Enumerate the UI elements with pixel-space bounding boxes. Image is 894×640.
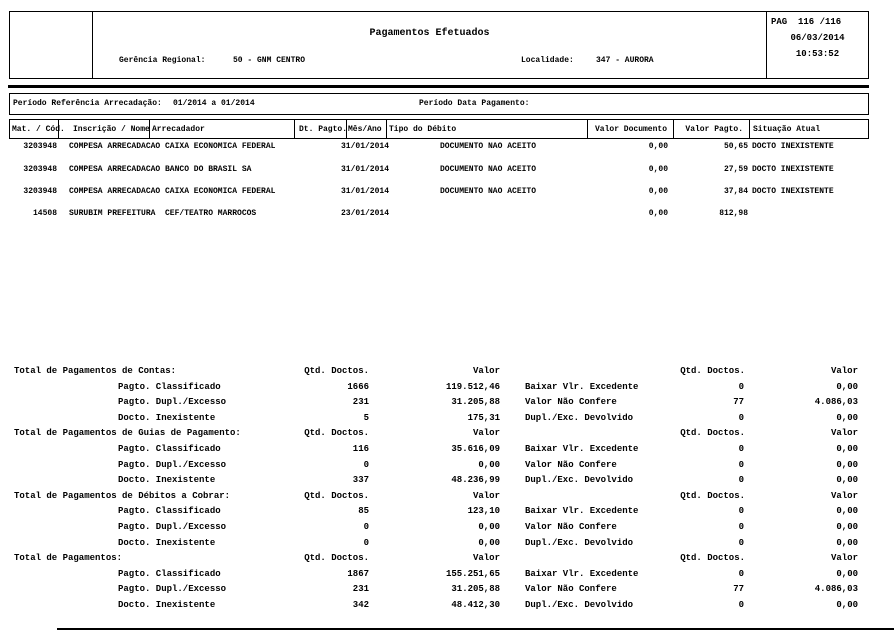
totals-right-row-valor: 4.086,03 (814, 584, 858, 595)
totals-right-row-valor: 0,00 (836, 537, 858, 548)
totals-right-row-valor: 0,00 (836, 381, 858, 392)
cell-mat-cod: 3203948 (23, 165, 57, 174)
cell-arrecadador: CAIXA ECONOMICA FEDERAL (165, 142, 276, 151)
totals-right-row-valor: 0,00 (836, 444, 858, 454)
totals-right-row-qtd: 0 (738, 412, 744, 423)
totals-right-row-valor: 0,00 (836, 600, 858, 610)
totals-row-valor: 123,10 (467, 506, 500, 517)
totals-line (0, 413, 894, 429)
totals-right-row-valor: 0,00 (836, 412, 858, 423)
totals-row-qtd: 231 (352, 397, 369, 408)
totals-row-label: Docto. Inexistente (118, 412, 216, 423)
totals-row-qtd: 1867 (347, 568, 369, 579)
table-row (0, 165, 894, 177)
valor-header-right: Valor (830, 428, 858, 439)
totals-right-row-qtd: 0 (738, 537, 744, 548)
table-row (0, 142, 894, 154)
col-header-arrecadador: Arrecadador (152, 125, 205, 134)
totals-row-valor: 155.251,65 (445, 568, 500, 579)
cell-dt-pagto: 23/01/2014 (341, 209, 390, 218)
totals-line (0, 444, 894, 460)
column-divider (294, 120, 295, 138)
cell-valor-pagto: 50,65 (723, 142, 748, 151)
totals-right-row-qtd: 0 (738, 459, 744, 470)
totals-row-valor: 31.205,88 (451, 397, 500, 408)
totals-right-row-qtd: 0 (738, 381, 744, 392)
totals-row-qtd: 1666 (347, 381, 369, 392)
totals-right-row-qtd: 0 (738, 600, 744, 610)
header-rule (8, 85, 869, 88)
column-divider (673, 120, 674, 138)
cell-valor-documento: 0,00 (648, 187, 668, 196)
report-title: Pagamentos Efetuados (369, 28, 490, 39)
gerencia-label: Gerência Regional: (119, 56, 206, 65)
page-info-box (766, 11, 869, 79)
cell-valor-pagto: 812,98 (719, 209, 748, 218)
valor-header-left: Valor (472, 366, 500, 376)
cell-inscricao-nome: SURUBIM PREFEITURA (69, 209, 156, 218)
totals-right-row-valor: 0,00 (836, 475, 858, 486)
totals-row-qtd: 0 (363, 537, 369, 548)
totals-section-title: Total de Pagamentos de Guias de Pagamento: (14, 428, 241, 439)
cell-valor-pagto: 27,59 (723, 165, 748, 174)
col-header-situacao-atual: Situação Atual (753, 125, 821, 134)
totals-right-row-label: Valor Não Confere (525, 584, 617, 595)
totals-line (0, 553, 894, 569)
cell-inscricao-nome: COMPESA ARRECADACAO (69, 142, 161, 151)
col-header-inscricao-nome: Inscrição / Nome (73, 125, 150, 134)
qtd-doctos-header-right: Qtd. Doctos. (680, 428, 745, 439)
totals-row-label: Docto. Inexistente (118, 600, 216, 610)
totals-row-qtd: 231 (352, 584, 369, 595)
totals-right-row-qtd: 77 (733, 584, 744, 595)
totals-row-qtd: 0 (363, 459, 369, 470)
totals-row-qtd: 5 (363, 412, 369, 423)
totals-row-label: Docto. Inexistente (118, 537, 216, 548)
totals-section-title: Total de Pagamentos de Contas: (14, 366, 177, 376)
qtd-doctos-header-left: Qtd. Doctos. (304, 553, 369, 564)
col-header-mat-cod: Mat. / Cód. (12, 125, 65, 134)
totals-row-label: Pagto. Classificado (118, 568, 221, 579)
periodo-referencia-label: Período Referência Arrecadação: (13, 99, 162, 108)
totals-line (0, 506, 894, 522)
column-divider (749, 120, 750, 138)
cell-tipo-debito: DOCUMENTO NAO ACEITO (440, 187, 537, 196)
totals-line (0, 475, 894, 491)
cell-situacao-atual: DOCTO INEXISTENTE (752, 165, 834, 174)
periodo-referencia-value: 01/2014 a 01/2014 (173, 99, 255, 108)
cell-dt-pagto: 31/01/2014 (341, 142, 390, 151)
cell-inscricao-nome: COMPESA ARRECADACAO (69, 165, 161, 174)
payments-table-body (0, 138, 894, 233)
cell-inscricao-nome: COMPESA ARRECADACAO (69, 187, 161, 196)
totals-row-valor: 175,31 (467, 412, 500, 423)
localidade-label: Localidade: (521, 56, 574, 65)
totals-row-valor: 48.412,30 (451, 600, 500, 610)
totals-section-title: Total de Pagamentos: (14, 553, 123, 564)
cell-tipo-debito: DOCUMENTO NAO ACEITO (440, 165, 537, 174)
totals-row-valor: 119.512,46 (445, 381, 500, 392)
totals-line (0, 366, 894, 382)
cell-mat-cod: 3203948 (23, 142, 57, 151)
totals-line (0, 382, 894, 398)
totals-right-row-label: Dupl./Exc. Devolvido (525, 600, 634, 610)
totals-row-valor: 0,00 (478, 522, 500, 532)
totals-row-qtd: 337 (352, 475, 369, 486)
bottom-rule (57, 628, 894, 630)
totals-row-valor: 0,00 (478, 459, 500, 470)
valor-header-right: Valor (830, 366, 858, 376)
totals-line (0, 522, 894, 538)
totals-row-qtd: 116 (352, 444, 369, 454)
cell-dt-pagto: 31/01/2014 (341, 165, 390, 174)
totals-right-row-label: Valor Não Confere (525, 522, 617, 532)
table-row (0, 187, 894, 199)
totals-right-row-label: Dupl./Exc. Devolvido (525, 475, 634, 486)
cell-situacao-atual: DOCTO INEXISTENTE (752, 142, 834, 151)
cell-mat-cod: 14508 (32, 209, 57, 218)
totals-right-row-label: Valor Não Confere (525, 397, 617, 408)
cell-arrecadador: BANCO DO BRASIL SA (165, 165, 252, 174)
totals-line (0, 600, 894, 616)
cell-valor-documento: 0,00 (648, 209, 668, 218)
cell-mat-cod: 3203948 (23, 187, 57, 196)
col-header-mes-ano: Mês/Ano (348, 125, 382, 134)
totals-row-label: Docto. Inexistente (118, 475, 216, 486)
totals-right-row-qtd: 0 (738, 568, 744, 579)
totals-row-label: Pagto. Dupl./Excesso (118, 522, 227, 532)
gerencia-value: 50 - GNM CENTRO (233, 56, 306, 65)
totals-line (0, 569, 894, 585)
totals-row-valor: 0,00 (478, 537, 500, 548)
cell-dt-pagto: 31/01/2014 (341, 187, 390, 196)
report-date: 06/03/2014 (790, 33, 845, 43)
totals-right-row-label: Baixar Vlr. Excedente (525, 444, 639, 454)
cell-valor-pagto: 37,84 (723, 187, 748, 196)
totals-right-row-valor: 0,00 (836, 568, 858, 579)
cell-tipo-debito: DOCUMENTO NAO ACEITO (440, 142, 537, 151)
totals-right-row-valor: 0,00 (836, 522, 858, 532)
col-header-dt-pagto: Dt. Pagto. (299, 125, 348, 134)
totals-right-row-valor: 0,00 (836, 506, 858, 517)
totals-row-valor: 31.205,88 (451, 584, 500, 595)
totals-right-row-qtd: 0 (738, 444, 744, 454)
col-header-tipo-debito: Tipo do Débito (389, 125, 457, 134)
valor-header-left: Valor (472, 428, 500, 439)
totals-line (0, 428, 894, 444)
totals-row-label: Pagto. Classificado (118, 444, 221, 454)
totals-right-row-valor: 4.086,03 (814, 397, 858, 408)
totals-section-title: Total de Pagamentos de Débitos a Cobrar: (14, 490, 231, 501)
totals-right-row-qtd: 0 (738, 506, 744, 517)
cell-valor-documento: 0,00 (648, 142, 668, 151)
col-header-valor-documento: Valor Documento (594, 125, 667, 134)
valor-header-left: Valor (472, 490, 500, 501)
payments-table-header (9, 119, 869, 139)
logo-box (9, 11, 93, 79)
totals-right-row-label: Dupl./Exc. Devolvido (525, 537, 634, 548)
cell-valor-documento: 0,00 (648, 165, 668, 174)
periodo-data-pagamento-label: Período Data Pagamento: (419, 99, 530, 108)
report-time: 10:53:52 (795, 49, 840, 59)
qtd-doctos-header-right: Qtd. Doctos. (680, 553, 745, 564)
totals-row-label: Pagto. Dupl./Excesso (118, 459, 227, 470)
qtd-doctos-header-right: Qtd. Doctos. (680, 366, 745, 376)
totals-right-row-label: Baixar Vlr. Excedente (525, 568, 639, 579)
valor-header-right: Valor (830, 553, 858, 564)
localidade-value: 347 - AURORA (596, 56, 654, 65)
totals-section (0, 366, 894, 620)
totals-row-valor: 48.236,99 (451, 475, 500, 486)
totals-right-row-valor: 0,00 (836, 459, 858, 470)
totals-right-row-qtd: 77 (733, 397, 744, 408)
totals-row-qtd: 342 (352, 600, 369, 610)
cell-arrecadador: CEF/TEATRO MARROCOS (165, 209, 257, 218)
totals-row-label: Pagto. Dupl./Excesso (118, 397, 227, 408)
valor-header-right: Valor (830, 490, 858, 501)
totals-row-qtd: 85 (358, 506, 369, 517)
totals-right-row-label: Valor Não Confere (525, 459, 617, 470)
report-header-box (92, 11, 767, 79)
column-divider (587, 120, 588, 138)
col-header-valor-pagto: Valor Pagto. (685, 125, 743, 134)
totals-right-row-label: Baixar Vlr. Excedente (525, 506, 639, 517)
qtd-doctos-header-right: Qtd. Doctos. (680, 490, 745, 501)
totals-right-row-label: Baixar Vlr. Excedente (525, 381, 639, 392)
totals-row-valor: 35.616,09 (451, 444, 500, 454)
qtd-doctos-header-left: Qtd. Doctos. (304, 366, 369, 376)
qtd-doctos-header-left: Qtd. Doctos. (304, 490, 369, 501)
totals-right-row-label: Dupl./Exc. Devolvido (525, 412, 634, 423)
totals-line (0, 397, 894, 413)
table-row (0, 209, 894, 221)
period-bar (9, 93, 869, 115)
cell-situacao-atual: DOCTO INEXISTENTE (752, 187, 834, 196)
valor-header-left: Valor (472, 553, 500, 564)
totals-row-label: Pagto. Dupl./Excesso (118, 584, 227, 595)
page-number: PAG 116 /116 (771, 17, 842, 27)
column-divider (386, 120, 387, 138)
totals-line (0, 584, 894, 600)
totals-line (0, 538, 894, 554)
totals-line (0, 460, 894, 476)
totals-right-row-qtd: 0 (738, 475, 744, 486)
totals-row-label: Pagto. Classificado (118, 506, 221, 517)
totals-row-label: Pagto. Classificado (118, 381, 221, 392)
qtd-doctos-header-left: Qtd. Doctos. (304, 428, 369, 439)
totals-row-qtd: 0 (363, 522, 369, 532)
cell-arrecadador: CAIXA ECONOMICA FEDERAL (165, 187, 276, 196)
totals-line (0, 491, 894, 507)
totals-right-row-qtd: 0 (738, 522, 744, 532)
